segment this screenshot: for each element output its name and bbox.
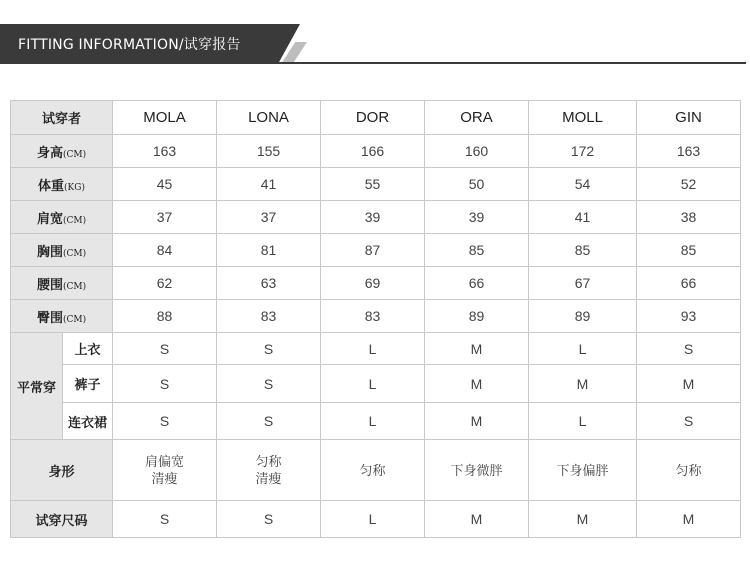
value-cell: 69 [321,267,425,300]
value-cell: 37 [217,201,321,234]
value-cell: 163 [637,135,741,168]
measure-row-height [11,135,741,168]
value-cell: M [425,365,529,403]
value-cell: S [217,333,321,365]
model-name: GIN [637,101,741,135]
model-name: DOR [321,101,425,135]
value-cell: 66 [425,267,529,300]
value-cell: 160 [425,135,529,168]
value-cell: 93 [637,300,741,333]
value-cell: 155 [217,135,321,168]
value-cell: 39 [321,201,425,234]
value-cell: 84 [113,234,217,267]
value-cell: M [425,403,529,440]
row-label: 臀围(CM) [11,300,113,333]
shape-cell: 匀称 清瘦 [217,440,321,501]
usual-sub-label: 连衣裙 [63,403,113,440]
value-cell: M [425,501,529,538]
value-cell: 45 [113,168,217,201]
fit-size-row [11,501,741,538]
value-cell: 67 [529,267,637,300]
usual-row-pants [11,365,741,403]
value-cell: S [217,403,321,440]
value-cell: 83 [321,300,425,333]
value-cell: 38 [637,201,741,234]
shape-cell: 下身微胖 [425,440,529,501]
value-cell: M [637,365,741,403]
value-cell: 39 [425,201,529,234]
value-cell: 85 [529,234,637,267]
value-cell: 50 [425,168,529,201]
value-cell: S [217,365,321,403]
value-cell: S [637,403,741,440]
value-cell: 63 [217,267,321,300]
row-label: 胸围(CM) [11,234,113,267]
shape-cell: 肩偏宽 清瘦 [113,440,217,501]
value-cell: 89 [425,300,529,333]
value-cell: 85 [637,234,741,267]
value-cell: L [529,403,637,440]
measure-row-shoulder [11,201,741,234]
value-cell: L [321,333,425,365]
measure-row-bust [11,234,741,267]
value-cell: 88 [113,300,217,333]
shape-cell: 匀称 [321,440,425,501]
value-cell: M [529,365,637,403]
value-cell: 81 [217,234,321,267]
model-name: LONA [217,101,321,135]
value-cell: 66 [637,267,741,300]
usual-row-dress [11,403,741,440]
corner-cell: 试穿者 [11,101,113,135]
value-cell: 83 [217,300,321,333]
value-cell: S [113,403,217,440]
measure-row-waist [11,267,741,300]
model-name: ORA [425,101,529,135]
model-name: MOLA [113,101,217,135]
value-cell: 85 [425,234,529,267]
value-cell: M [425,333,529,365]
measure-row-hip [11,300,741,333]
page-title: FITTING INFORMATION/试穿报告 [18,37,241,53]
value-cell: 87 [321,234,425,267]
header-banner [0,24,750,68]
usual-sub-label: 上衣 [63,333,113,365]
value-cell: 172 [529,135,637,168]
banner-rule [0,62,746,64]
value-cell: 163 [113,135,217,168]
usual-group-label: 平常穿 [11,333,63,440]
header-row [11,101,741,135]
value-cell: S [637,333,741,365]
value-cell: S [217,501,321,538]
row-label: 腰围(CM) [11,267,113,300]
value-cell: S [113,365,217,403]
shape-row [11,440,741,501]
value-cell: M [637,501,741,538]
shape-cell: 匀称 [637,440,741,501]
value-cell: 41 [529,201,637,234]
value-cell: S [113,333,217,365]
value-cell: L [321,501,425,538]
usual-row-tops [11,333,741,365]
measure-row-weight [11,168,741,201]
value-cell: S [113,501,217,538]
value-cell: 41 [217,168,321,201]
value-cell: L [321,403,425,440]
row-label: 试穿尺码 [11,501,113,538]
value-cell: 52 [637,168,741,201]
value-cell: 89 [529,300,637,333]
fitting-table [10,100,741,538]
value-cell: 37 [113,201,217,234]
value-cell: L [321,365,425,403]
value-cell: 54 [529,168,637,201]
value-cell: 166 [321,135,425,168]
row-label: 体重(KG) [11,168,113,201]
usual-sub-label: 裤子 [63,365,113,403]
model-name: MOLL [529,101,637,135]
row-label: 身高(CM) [11,135,113,168]
shape-cell: 下身偏胖 [529,440,637,501]
value-cell: 55 [321,168,425,201]
row-label: 肩宽(CM) [11,201,113,234]
row-label: 身形 [11,440,113,501]
value-cell: M [529,501,637,538]
value-cell: 62 [113,267,217,300]
value-cell: L [529,333,637,365]
